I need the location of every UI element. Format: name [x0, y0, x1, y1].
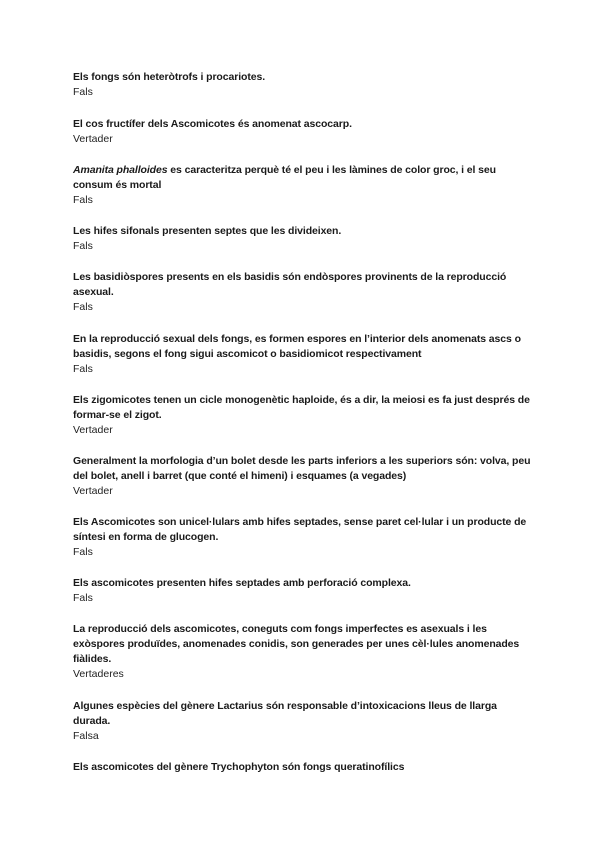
question-item [73, 622, 533, 682]
question-statement: La reproducció dels ascomicotes, coneguts com fongs imperfectes es asexuals i les exòspores produïdes, anomenades conidis, son generades per unes cèl·lules anomenades fiàlides. [73, 623, 520, 665]
question-answer: Vertader [73, 485, 113, 497]
question-item [73, 454, 533, 499]
question-item [73, 332, 533, 377]
question-item [73, 760, 533, 775]
question-item [73, 393, 533, 438]
question-statement: Les basidiòspores presents en els basidis són endòspores provinents de la reproducció asexual. [73, 271, 507, 298]
question-statement-text: es caracteritza perquè té el peu i les làmines de color groc, i el seu consum és mortal [73, 164, 496, 191]
question-answer: Fals [73, 363, 93, 375]
question-statement: Els ascomicotes del gènere Trychophyton són fongs queratinofílics [73, 761, 405, 773]
question-statement [73, 163, 533, 193]
question-statement: Les hifes sifonals presenten septes que les divideixen. [73, 225, 342, 237]
question-answer: Fals [73, 86, 93, 98]
question-answer: Fals [73, 592, 93, 604]
species-name: Amanita phalloides [73, 164, 168, 176]
question-statement: Els Ascomicotes son unicel·lulars amb hifes septades, sense paret cel·lular i un producte de síntesi en forma de glucogen. [73, 516, 527, 543]
question-item [73, 224, 533, 254]
question-answer: Vertader [73, 424, 113, 436]
question-statement: Els fongs són heteròtrofs i procariotes. [73, 71, 266, 83]
question-statement: Els ascomicotes presenten hifes septades amb perforació complexa. [73, 577, 411, 589]
question-item [73, 117, 533, 147]
question-answer: Fals [73, 194, 93, 206]
question-answer: Fals [73, 240, 93, 252]
question-answer: Falsa [73, 730, 99, 742]
question-answer: Fals [73, 301, 93, 313]
question-answer: Vertaderes [73, 668, 124, 680]
question-item [73, 515, 533, 560]
question-statement: El cos fructífer dels Ascomicotes és anomenat ascocarp. [73, 118, 352, 130]
question-item [73, 576, 533, 606]
question-item [73, 699, 533, 744]
question-answer: Fals [73, 546, 93, 558]
question-statement: Els zigomicotes tenen un cicle monogenètic haploide, és a dir, la meiosi es fa just després de formar-se el zigot. [73, 394, 530, 421]
question-statement: Generalment la morfologia d’un bolet desde les parts inferiors a les superiors són: volva, peu del bolet, anell i barret (que conté el himeni) i esquames (a vegades) [73, 455, 531, 482]
question-item [73, 70, 533, 100]
question-item [73, 270, 533, 315]
question-answer: Vertader [73, 133, 113, 145]
question-statement: Algunes espècies del gènere Lactarius són responsable d’intoxicacions lleus de llarga durada. [73, 700, 497, 727]
question-statement: En la reproducció sexual dels fongs, es formen espores en l’interior dels anomenats ascs o basidis, segons el fong sigui ascomicot o basidiomicot respectivament [73, 333, 521, 360]
question-item [73, 163, 533, 208]
